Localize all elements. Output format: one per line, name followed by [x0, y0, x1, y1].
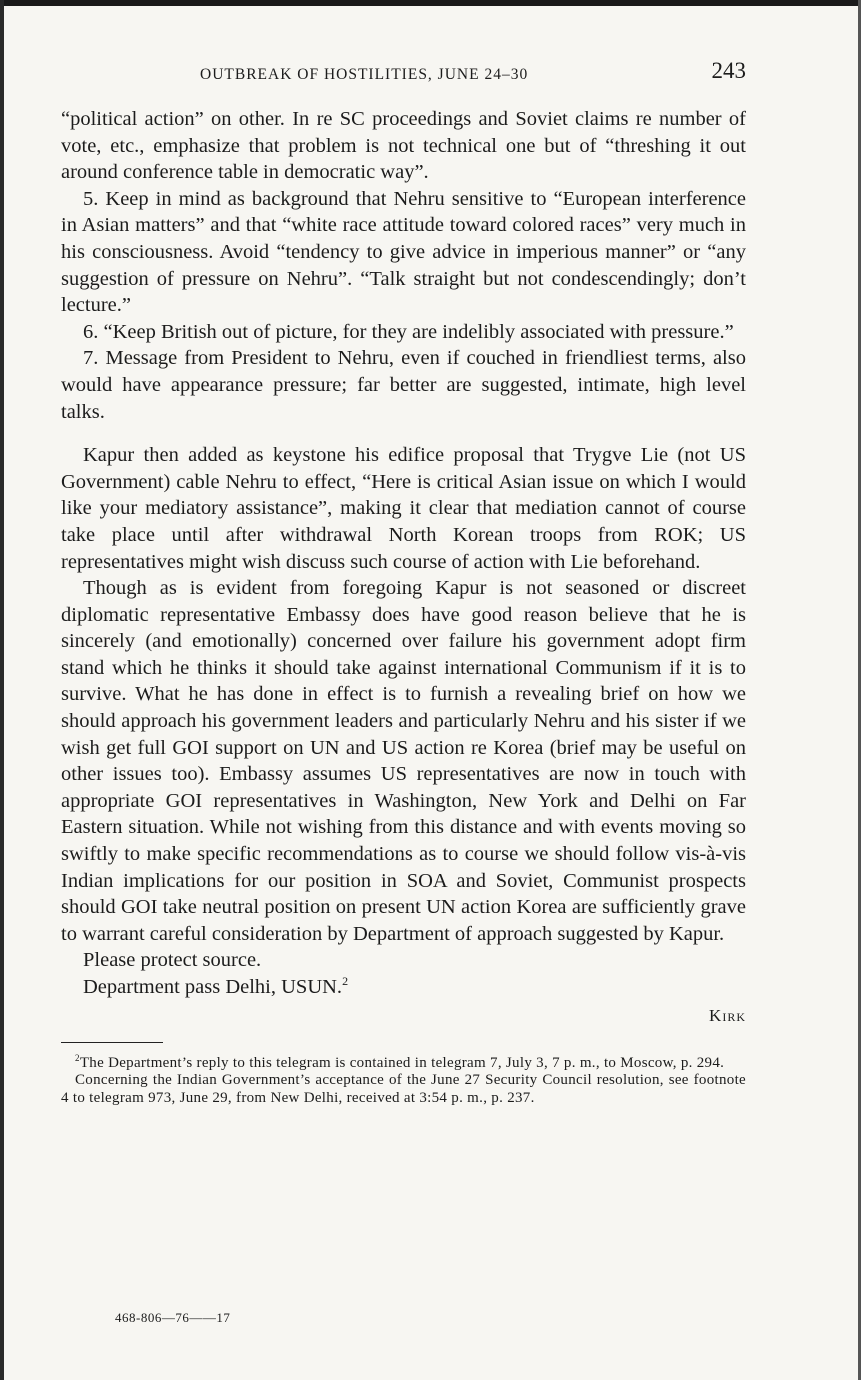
footnote-divider — [61, 1042, 163, 1043]
paragraph-item-6: 6. “Keep British out of picture, for they are indelibly associated with pressure.” — [83, 320, 734, 343]
footnote-1-text: The Department’s reply to this telegram is contained in telegram 7, July 3, 7 p. m., to Moscow, p. 294. — [79, 1054, 725, 1071]
print-code: 468-806—76——17 — [115, 1310, 231, 1325]
paragraph-item-7: 7. Message from President to Nehru, even if couched in friendliest terms, also would have appearance pressure; far better are suggested, intimate, high level talks. — [61, 347, 746, 423]
page-number: 243 — [711, 58, 746, 83]
footnote-1 — [61, 1052, 746, 1073]
footnote-reference: 2 — [342, 974, 349, 989]
paragraph-gap — [61, 425, 746, 442]
department-pass-text: Department pass Delhi, USUN. — [83, 976, 343, 998]
paragraph-continuation: “political action” on other. In re SC proceedings and Soviet claims re number of vote, etc., emphasize that problem is not technical one but of “threshing it out around conference table in democratic way”. — [61, 108, 746, 184]
paragraph-embassy-assessment: Though as is evident from foregoing Kapur is not seasoned or discreet diplomatic representative Embassy does have good reason believe that he is sincerely (and emotionally) concerned over failure his government adopt firm stand which he thinks it should take against international Communism if it is to survive. What he has done in effect is to furnish a revealing brief on how we should approach his government leaders and particularly Nehru and his sister if we wish get full GOI support on UN and US action re Korea (brief may be useful on other issues too). Embassy assumes US representatives are now in touch with appropriate GOI representatives in Washington, New York and Delhi on Far Eastern situation. While not wishing from this distance and with events moving so swiftly to make specific recommendations as to course we should follow vis-à-vis Indian implications for our position in SOA and Soviet, Communist prospects should GOI take neutral position on present UN action Korea are sufficiently grave to warrant careful consideration by Department of approach suggested by Kapur. — [61, 577, 746, 945]
paragraph-kapur-proposal: Kapur then added as keystone his edifice proposal that Trygve Lie (not US Government) cable Nehru to effect, “Here is critical Asian issue on which I would like your mediatory assistance”, making it clear that mediation cannot of course take place until after withdrawal North Korean troops from ROK; US representatives might wish discuss such course of action with Lie beforehand. — [61, 444, 746, 573]
running-head: OUTBREAK OF HOSTILITIES, JUNE 24–30 — [200, 66, 529, 83]
paragraph-item-5: 5. Keep in mind as background that Nehru sensitive to “European interference in Asian matters” and that “white race attitude toward colored races” very much in his consciousness. Avoid “tendency to give advice in imperious manner” or “any suggestion of pressure on Nehru”. “Talk straight but not condescendingly; don’t lecture.” — [61, 187, 746, 317]
paragraph-department-pass — [61, 974, 746, 1001]
footnote-marker: 2 — [75, 1052, 80, 1063]
page-body — [61, 106, 746, 1107]
footnote-2: Concerning the Indian Government’s acceptance of the June 27 Security Council resolution, see footnote 4 to telegram 973, June 29, from New Delhi, received at 3:54 p. m., p. 237. — [61, 1072, 746, 1106]
left-page-edge — [0, 0, 4, 1380]
top-border — [0, 0, 861, 6]
signature: Kirk — [709, 1005, 746, 1025]
paragraph-protect-source: Please protect source. — [83, 949, 262, 972]
page-header — [60, 58, 750, 88]
